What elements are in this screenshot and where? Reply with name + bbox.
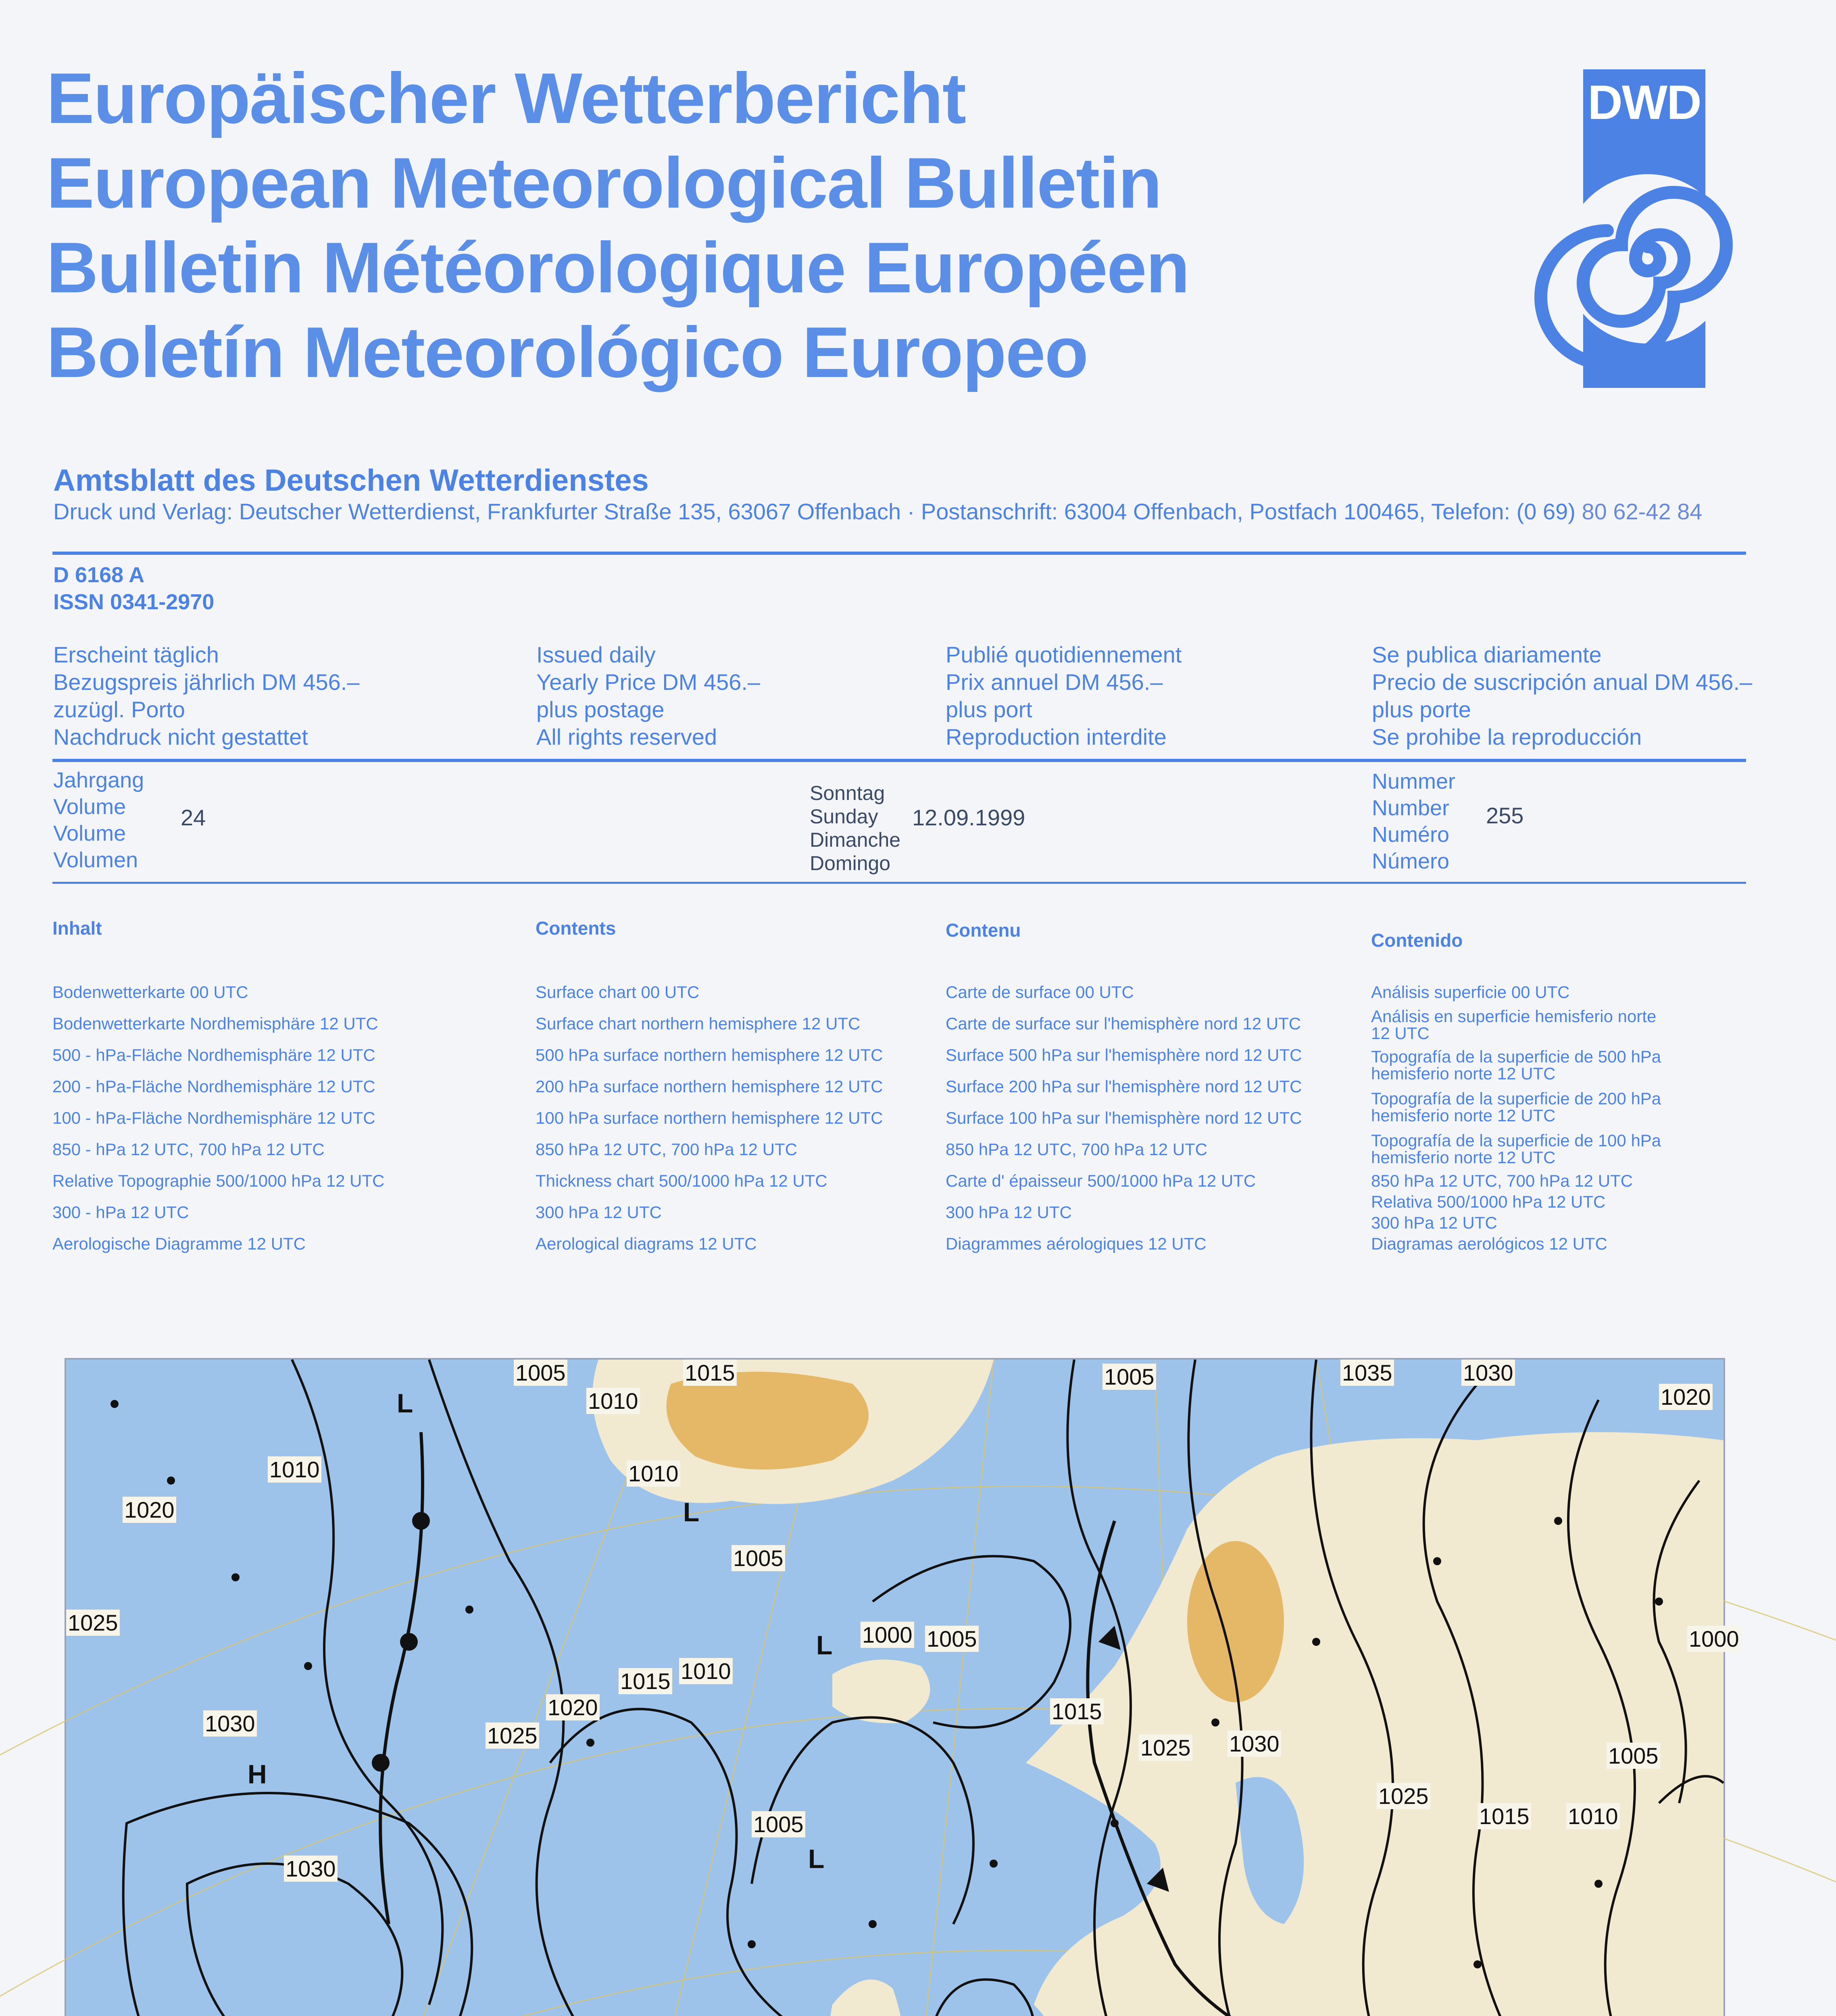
isobar-label: 1005 [1102,1364,1156,1390]
number-labels [1372,768,1455,875]
title-spanish: Boletín Meteorológico Europeo [46,312,1088,392]
iceland [832,1660,930,1723]
contents-item[interactable]: Carte de surface 00 UTC [946,983,1134,1002]
info-fr-line: Prix annuel DM 456.– [946,669,1163,695]
contents-heading-fr: Contenu [946,920,1021,941]
contents-item[interactable]: Análisis superficie 00 UTC [1371,983,1570,1002]
publisher-name: Amtsblatt des Deutschen Wetterdienstes [53,463,649,498]
isobar-label: 1000 [861,1622,914,1648]
info-german [53,641,359,751]
contents-item[interactable]: Surface 100 hPa sur l'hemisphère nord 12 UTC [946,1108,1302,1127]
number-label: Number [1372,796,1450,820]
info-en-line: All rights reserved [536,724,717,750]
contents-item[interactable]: Surface 500 hPa sur l'hemisphère nord 12 UTC [946,1045,1302,1064]
contents-list-en [536,984,883,1267]
isobar-label: 1010 [268,1456,321,1483]
day-labels [810,781,900,875]
contents-item[interactable]: 850 - hPa 12 UTC, 700 hPa 12 UTC [52,1140,325,1159]
d-number: D 6168 A [53,563,145,587]
info-es-line: plus porte [1372,697,1471,722]
british-isles [829,1980,904,2016]
contents-item[interactable]: 300 hPa 12 UTC [946,1203,1072,1222]
contents-item[interactable]: 300 - hPa 12 UTC [52,1203,189,1222]
volume-label: Volume [53,821,126,846]
title-french: Bulletin Météorologique Européen [46,227,1189,308]
contents-list-de [52,984,384,1267]
volume-label: Jahrgang [53,768,144,792]
rule-top [52,552,1746,555]
contents-item[interactable]: 500 hPa surface northern hemisphere 12 UTC [536,1045,883,1064]
contents-item[interactable]: 100 - hPa-Fläche Nordhemisphäre 12 UTC [52,1108,375,1127]
info-english [536,641,760,751]
info-en-line: plus postage [536,697,665,722]
contents-item[interactable]: 300 hPa 12 UTC [536,1203,662,1222]
contents-item[interactable]: Aerological diagrams 12 UTC [536,1234,757,1253]
isobar-label: 1020 [123,1497,176,1523]
contents-item[interactable]: 850 hPa 12 UTC, 700 hPa 12 UTC [536,1140,798,1159]
contents-item[interactable]: Topografía de la superficie de 200 hPa hemisferio norte 12 UTC [1371,1089,1661,1125]
info-en-line: Issued daily [536,642,656,667]
info-es-line: Se prohibe la reproducción [1372,724,1642,750]
isobar-label: 1010 [679,1658,733,1684]
isobar-label: 1020 [1659,1384,1713,1410]
contents-item[interactable]: Carte de surface sur l'hemisphère nord 12 UTC [946,1014,1301,1033]
isobar-label: 1030 [1461,1360,1515,1386]
isobar-label: 1000 [1687,1626,1741,1652]
day-label: Domingo [810,852,891,875]
contents-item[interactable]: Surface chart northern hemisphere 12 UTC [536,1014,861,1033]
contents-item[interactable]: 500 - hPa-Fläche Nordhemisphäre 12 UTC [52,1045,375,1064]
contents-item[interactable]: Bodenwetterkarte 00 UTC [52,983,248,1002]
number-label: Nummer [1372,769,1456,793]
publisher-address [53,498,1702,525]
greenland-ice [667,1372,869,1470]
surface-chart-map[interactable] [65,1358,1739,2016]
isobar-label: 1025 [486,1722,539,1749]
isobar-label: 1015 [683,1360,737,1386]
contents-item[interactable]: 850 hPa 12 UTC, 700 hPa 12 UTC [1371,1171,1633,1190]
isobar-label: 1025 [1377,1783,1430,1809]
contents-item[interactable]: 100 hPa surface northern hemisphere 12 UTC [536,1108,883,1127]
contents-item[interactable]: Aerologische Diagramme 12 UTC [52,1234,306,1253]
isobar-label: 1015 [619,1668,672,1694]
publisher-phone: 80 62-42 84 [1582,499,1703,524]
contents-item[interactable]: Diagrammes aérologiques 12 UTC [946,1234,1207,1253]
issue-date: 12.09.1999 [912,805,1025,830]
contents-item[interactable]: 850 hPa 12 UTC, 700 hPa 12 UTC [946,1140,1208,1159]
info-de-line: zuzügl. Porto [53,697,185,722]
low-pressure-center: L [683,1497,700,1527]
contents-item[interactable]: Thickness chart 500/1000 hPa 12 UTC [536,1171,827,1190]
title-english: European Meteorological Bulletin [46,143,1161,223]
isobar-label: 1010 [627,1460,680,1487]
info-de-line: Nachdruck nicht gestattet [53,724,308,750]
isobar-label: 1005 [752,1811,805,1837]
publisher-address-text: Druck und Verlag: Deutscher Wetterdienst, Frankfurter Straße 135, 63067 Offenbach · Postanschrift: 63004 Offenbach, Postfach 100465, Telefon: (0 69) [53,499,1576,524]
isobar-label: 1005 [925,1626,979,1652]
isobar-label: 1020 [546,1694,600,1720]
dwd-logo [1583,69,1705,388]
title-german: Europäischer Wetterbericht [46,58,966,138]
isobar-label: 1005 [1607,1743,1660,1769]
contents-list-fr [946,984,1302,1267]
contents-item[interactable]: 200 - hPa-Fläche Nordhemisphäre 12 UTC [52,1077,375,1096]
contents-item[interactable]: Diagramas aerológicos 12 UTC [1371,1234,1607,1253]
issue-number: 255 [1486,803,1524,828]
isobar-label: 1010 [1566,1803,1620,1829]
isobar-label: 1025 [1139,1735,1192,1761]
contents-item[interactable]: 200 hPa surface northern hemisphere 12 UTC [536,1077,883,1096]
contents-list-es [1371,984,1678,1256]
spiral-icon [1583,69,1705,388]
number-label: Numéro [1372,823,1450,847]
volume-label: Volumen [53,848,138,872]
contents-item[interactable]: Relativa 500/1000 hPa 12 UTC [1371,1192,1606,1211]
info-de-line: Bezugspreis jährlich DM 456.– [53,669,360,695]
number-label: Número [1372,849,1450,873]
contents-item[interactable]: Surface 200 hPa sur l'hemisphère nord 12 UTC [946,1077,1302,1096]
contents-heading-de: Inhalt [52,918,102,939]
info-fr-line: Reproduction interdite [946,724,1167,750]
contents-item[interactable]: Topografía de la superficie de 500 hPa hemisferio norte 12 UTC [1371,1047,1661,1083]
low-pressure-center: L [816,1630,833,1660]
contents-item[interactable]: Bodenwetterkarte Nordhemisphäre 12 UTC [52,1014,378,1033]
rule-middle [52,759,1746,762]
info-es-line: Se publica diariamente [1372,642,1602,667]
isobar-label: 1025 [66,1610,120,1636]
issn: ISSN 0341-2970 [53,590,215,614]
isobar-label: 1010 [586,1388,640,1414]
contents-item[interactable]: Surface chart 00 UTC [536,983,700,1002]
info-french [946,641,1182,751]
isobar-label: 1015 [1478,1803,1531,1829]
day-label: Sonntag [810,782,885,804]
contents-item[interactable]: 300 hPa 12 UTC [1371,1213,1497,1232]
contents-heading-en: Contents [536,918,616,939]
volume-labels [53,767,144,873]
volume-value: 24 [181,805,206,830]
info-es-line: Precio de suscripción anual DM 456.– [1372,669,1753,695]
isobar-label: 1005 [514,1360,567,1386]
low-pressure-center: L [808,1844,825,1874]
volume-label: Volume [53,795,126,819]
isobar-label: 1005 [731,1545,785,1571]
europe [850,1432,1723,2016]
contents-item[interactable]: Topografía de la superficie de 100 hPa hemisferio norte 12 UTC [1371,1131,1661,1167]
info-fr-line: plus port [946,697,1032,722]
day-label: Sunday [810,805,878,828]
high-pressure-center: H [248,1759,267,1789]
info-de-line: Erscheint täglich [53,642,219,667]
info-spanish [1372,641,1752,751]
contents-item[interactable]: Relative Topographie 500/1000 hPa 12 UTC [52,1171,385,1190]
isobar-label: 1015 [1050,1698,1104,1724]
contents-item[interactable]: Análisis en superficie hemisferio norte 12 UTC [1371,1007,1657,1043]
low-pressure-center: L [397,1388,413,1418]
info-en-line: Yearly Price DM 456.– [536,669,761,695]
isobar-label: 1030 [284,1856,338,1882]
isobar-label: 1035 [1340,1360,1394,1386]
isobar-label: 1030 [1227,1731,1281,1757]
logo-text: DWD [1588,75,1701,129]
contents-heading-es: Contenido [1371,930,1463,951]
info-fr-line: Publié quotidiennement [946,642,1182,667]
day-label: Dimanche [810,829,901,851]
rule-bottom [52,882,1746,884]
contents-item[interactable]: Carte d' épaisseur 500/1000 hPa 12 UTC [946,1171,1256,1190]
isobar-label: 1030 [203,1710,257,1737]
